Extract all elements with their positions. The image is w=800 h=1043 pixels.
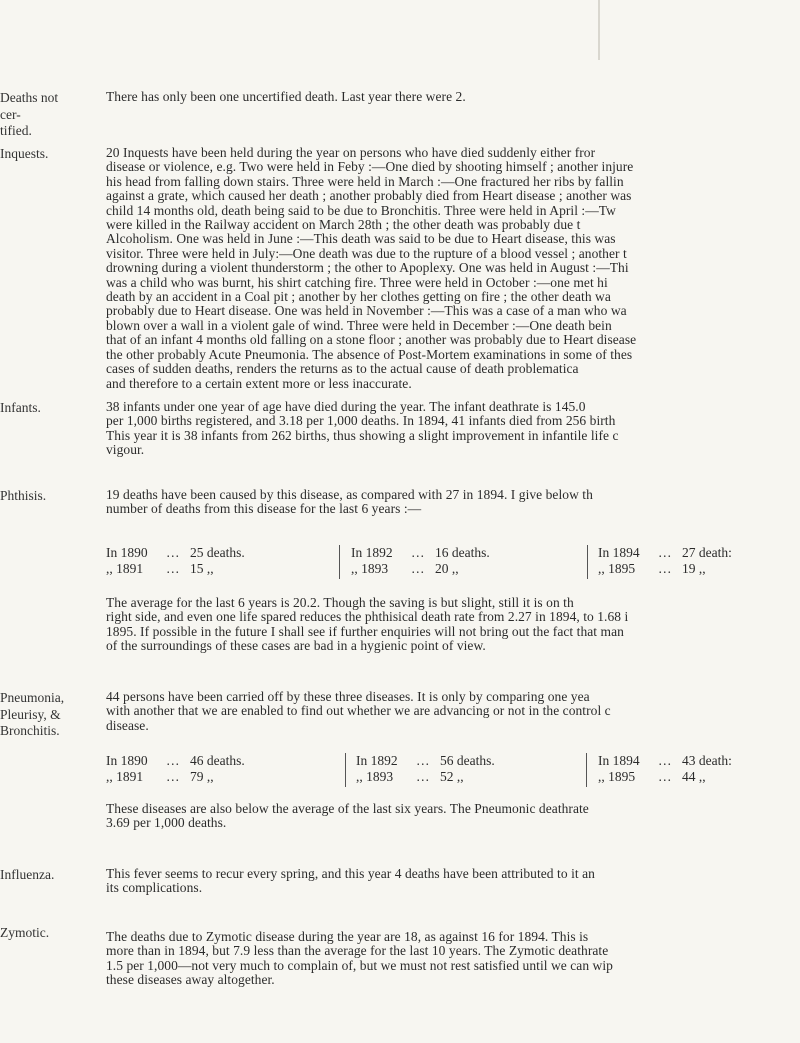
phthisis-deaths-table bbox=[106, 545, 800, 579]
text-line: child 14 months old, death being said to be due to Bronchitis. Three were held in April :—Tw bbox=[106, 202, 616, 218]
sidenote-line: Bronchitis. bbox=[0, 723, 60, 738]
value-cell: 19 ,, bbox=[682, 561, 706, 576]
value-cell: 44 ,, bbox=[682, 769, 706, 784]
text-line: that of an infant 4 months old falling on a stone floor ; another was probably due to Heart disease bbox=[106, 332, 637, 348]
table-row: ,, 1893 … 52 ,, bbox=[356, 769, 464, 784]
table-row: ,, 1895 … 44 ,, bbox=[598, 769, 706, 784]
text-line: This fever seems to recur every spring, and this year 4 deaths have been attributed to it an bbox=[106, 866, 595, 881]
value-cell: 56 deaths. bbox=[440, 753, 495, 768]
text-line: disease or violence, e.g. Two were held in Feby :—One died by shooting himself ; another injure bbox=[106, 159, 634, 175]
year-cell: ,, 1895 bbox=[598, 769, 636, 784]
text-line: drowning during a violent thunderstorm ; the other to Apoplexy. One was held in August :—Thi bbox=[106, 260, 629, 276]
sidenote-zymotic bbox=[0, 925, 80, 942]
text-line: number of deaths from this disease for the last 6 years :— bbox=[106, 501, 422, 517]
year-cell: ,, 1891 bbox=[106, 769, 144, 784]
text-line: 3.69 per 1,000 deaths. bbox=[106, 815, 227, 831]
paragraph-zymotic bbox=[106, 930, 800, 988]
text-line: These diseases are also below the average of the last six years. The Pneumonic deathrate bbox=[106, 801, 589, 816]
value-cell: 20 ,, bbox=[435, 561, 459, 576]
table-column bbox=[598, 753, 732, 785]
text-line: and therefore to a certain extent more or less inaccurate. bbox=[106, 375, 412, 391]
sidenote-line: tified. bbox=[0, 123, 32, 138]
text-line: probably due to Heart disease. One was held in November :—This was a case of a man who wa bbox=[106, 303, 627, 319]
paragraph-inquests bbox=[106, 146, 800, 391]
paragraph-influenza bbox=[106, 867, 800, 896]
table-column bbox=[598, 545, 732, 577]
text-line: 38 infants under one year of age have died during the year. The infant deathrate is 145.0 bbox=[106, 399, 586, 414]
table-column bbox=[106, 545, 245, 577]
year-cell: In 1894 bbox=[598, 545, 640, 560]
value-cell: 43 death: bbox=[682, 753, 732, 768]
text-line: was a child who was burnt, his shirt catching fire. Three were held in October :—one met hi bbox=[106, 274, 608, 290]
table-row: In 1894 … 27 death: bbox=[598, 545, 732, 560]
sidenote-deaths-not-certified bbox=[0, 90, 80, 140]
column-divider bbox=[586, 753, 587, 787]
paragraph-phthisis-intro bbox=[106, 488, 800, 517]
text-line: the other probably Acute Pneumonia. The absence of Post-Mortem examinations in some of thes bbox=[106, 346, 633, 362]
page-fold-shadow bbox=[598, 0, 600, 60]
text-line: were killed in the Railway accident on March 28th ; the other death was probably due t bbox=[106, 217, 581, 233]
table-row: In 1892 … 16 deaths. bbox=[351, 545, 490, 560]
year-cell: ,, 1895 bbox=[598, 561, 636, 576]
table-row: In 1892 … 56 deaths. bbox=[356, 753, 495, 768]
table-row: ,, 1891 … 79 ,, bbox=[106, 769, 214, 784]
text-line: visitor. Three were held in July:—One death was due to the rupture of a blood vessel ; another t bbox=[106, 245, 627, 261]
column-divider bbox=[587, 545, 588, 579]
table-row: ,, 1891 … 15 ,, bbox=[106, 561, 214, 576]
year-cell: In 1892 bbox=[351, 545, 393, 560]
paragraph-pneumonia-summary bbox=[106, 802, 800, 831]
sidenote-influenza bbox=[0, 867, 80, 884]
value-cell: 52 ,, bbox=[440, 769, 464, 784]
sidenote-line: Pleurisy, & bbox=[0, 706, 61, 722]
text-line: his head from falling down stairs. Three were held in March :—One fractured her ribs by fallin bbox=[106, 173, 624, 189]
text-line: death by an accident in a Coal pit ; another by her clothes getting on fire ; the other death wa bbox=[106, 289, 611, 305]
sidenote-line: Zymotic. bbox=[0, 925, 50, 940]
value-cell: 27 death: bbox=[682, 545, 732, 560]
paragraph-deaths-not-certified bbox=[106, 90, 800, 104]
sidenote-line: Deaths not cer- bbox=[0, 90, 59, 122]
table-row: In 1890 … 25 deaths. bbox=[106, 545, 245, 560]
value-cell: 46 deaths. bbox=[190, 753, 245, 768]
sidenote-inquests bbox=[0, 146, 80, 163]
sidenote-line: Inquests. bbox=[0, 146, 49, 161]
text-line: 1.5 per 1,000—not very much to complain of, but we must not rest satisfied until we can wip bbox=[106, 957, 613, 973]
text-line: The deaths due to Zymotic disease during the year are 18, as against 16 for 1894. This is bbox=[106, 929, 589, 944]
table-column bbox=[351, 545, 490, 577]
text-line: these diseases away altogether. bbox=[106, 972, 275, 988]
sidenote-infants bbox=[0, 400, 80, 417]
pneumonia-deaths-table bbox=[106, 753, 800, 787]
paragraph-infants bbox=[106, 400, 800, 458]
sidenote-phthisis bbox=[0, 488, 80, 505]
table-row: ,, 1895 … 19 ,, bbox=[598, 561, 706, 576]
table-row: In 1894 … 43 death: bbox=[598, 753, 732, 768]
text-line: cases of sudden deaths, renders the returns as to the actual cause of death problematica bbox=[106, 361, 579, 377]
text-line: against a grate, which caused her death ; another probably died from Heart disease ; another was bbox=[106, 188, 632, 204]
value-cell: 79 ,, bbox=[190, 769, 214, 784]
year-cell: ,, 1891 bbox=[106, 561, 144, 576]
value-cell: 15 ,, bbox=[190, 561, 214, 576]
text-line: per 1,000 births registered, and 3.18 per 1,000 deaths. In 1894, 41 infants died from 256 birth bbox=[106, 413, 616, 429]
text-line: vigour. bbox=[106, 442, 145, 458]
sidenote-line: Phthisis. bbox=[0, 488, 47, 503]
text-line: 19 deaths have been caused by this disease, as compared with 27 in 1894. I give below th bbox=[106, 487, 593, 502]
table-column bbox=[356, 753, 495, 785]
table-row: In 1890 … 46 deaths. bbox=[106, 753, 245, 768]
sidenote-pneumonia bbox=[0, 690, 80, 740]
text-line: This year it is 38 infants from 262 births, thus showing a slight improvement in infantile life c bbox=[106, 427, 619, 443]
sidenote-line: Influenza. bbox=[0, 867, 55, 882]
text-line: of the surroundings of these cases are bad in a hygienic point of view. bbox=[106, 638, 486, 654]
text-line: right side, and even one life spared reduces the phthisical death rate from 2.27 in 1894, to 1.68 i bbox=[106, 609, 629, 625]
year-cell: In 1890 bbox=[106, 545, 148, 560]
text-line: blown over a wall in a violent gale of wind. Three were held in December :—One death bein bbox=[106, 317, 612, 333]
sidenote-line: Pneumonia, bbox=[0, 690, 65, 705]
table-column bbox=[106, 753, 245, 785]
text-line: There has only been one uncertified death. Last year there were 2. bbox=[106, 89, 466, 104]
table-row: ,, 1893 … 20 ,, bbox=[351, 561, 459, 576]
paragraph-phthisis-summary bbox=[106, 596, 800, 654]
text-line: 44 persons have been carried off by these three diseases. It is only by comparing one yea bbox=[106, 689, 590, 704]
year-cell: ,, 1893 bbox=[351, 561, 389, 576]
column-divider bbox=[339, 545, 340, 579]
text-line: Alcoholism. One was held in June :—This death was said to be due to Heart disease, this was bbox=[106, 231, 616, 247]
year-cell: In 1894 bbox=[598, 753, 640, 768]
value-cell: 25 deaths. bbox=[190, 545, 245, 560]
year-cell: ,, 1893 bbox=[356, 769, 394, 784]
text-line: 20 Inquests have been held during the year on persons who have died suddenly either fror bbox=[106, 145, 596, 160]
text-line: disease. bbox=[106, 717, 149, 733]
text-line: The average for the last 6 years is 20.2. Though the saving is but slight, still it is on th bbox=[106, 595, 574, 610]
column-divider bbox=[345, 753, 346, 787]
text-line: its complications. bbox=[106, 880, 203, 896]
text-line: 1895. If possible in the future I shall see if further enquiries will not bring out the fact that man bbox=[106, 623, 624, 639]
year-cell: In 1890 bbox=[106, 753, 148, 768]
sidenote-line: Infants. bbox=[0, 400, 41, 415]
text-line: with another that we are enabled to find out whether we are advancing or not in the control c bbox=[106, 703, 611, 719]
value-cell: 16 deaths. bbox=[435, 545, 490, 560]
year-cell: In 1892 bbox=[356, 753, 398, 768]
text-line: more than in 1894, but 7.9 less than the average for the last 10 years. The Zymotic deathrate bbox=[106, 943, 609, 959]
paragraph-pneumonia-intro bbox=[106, 690, 800, 733]
